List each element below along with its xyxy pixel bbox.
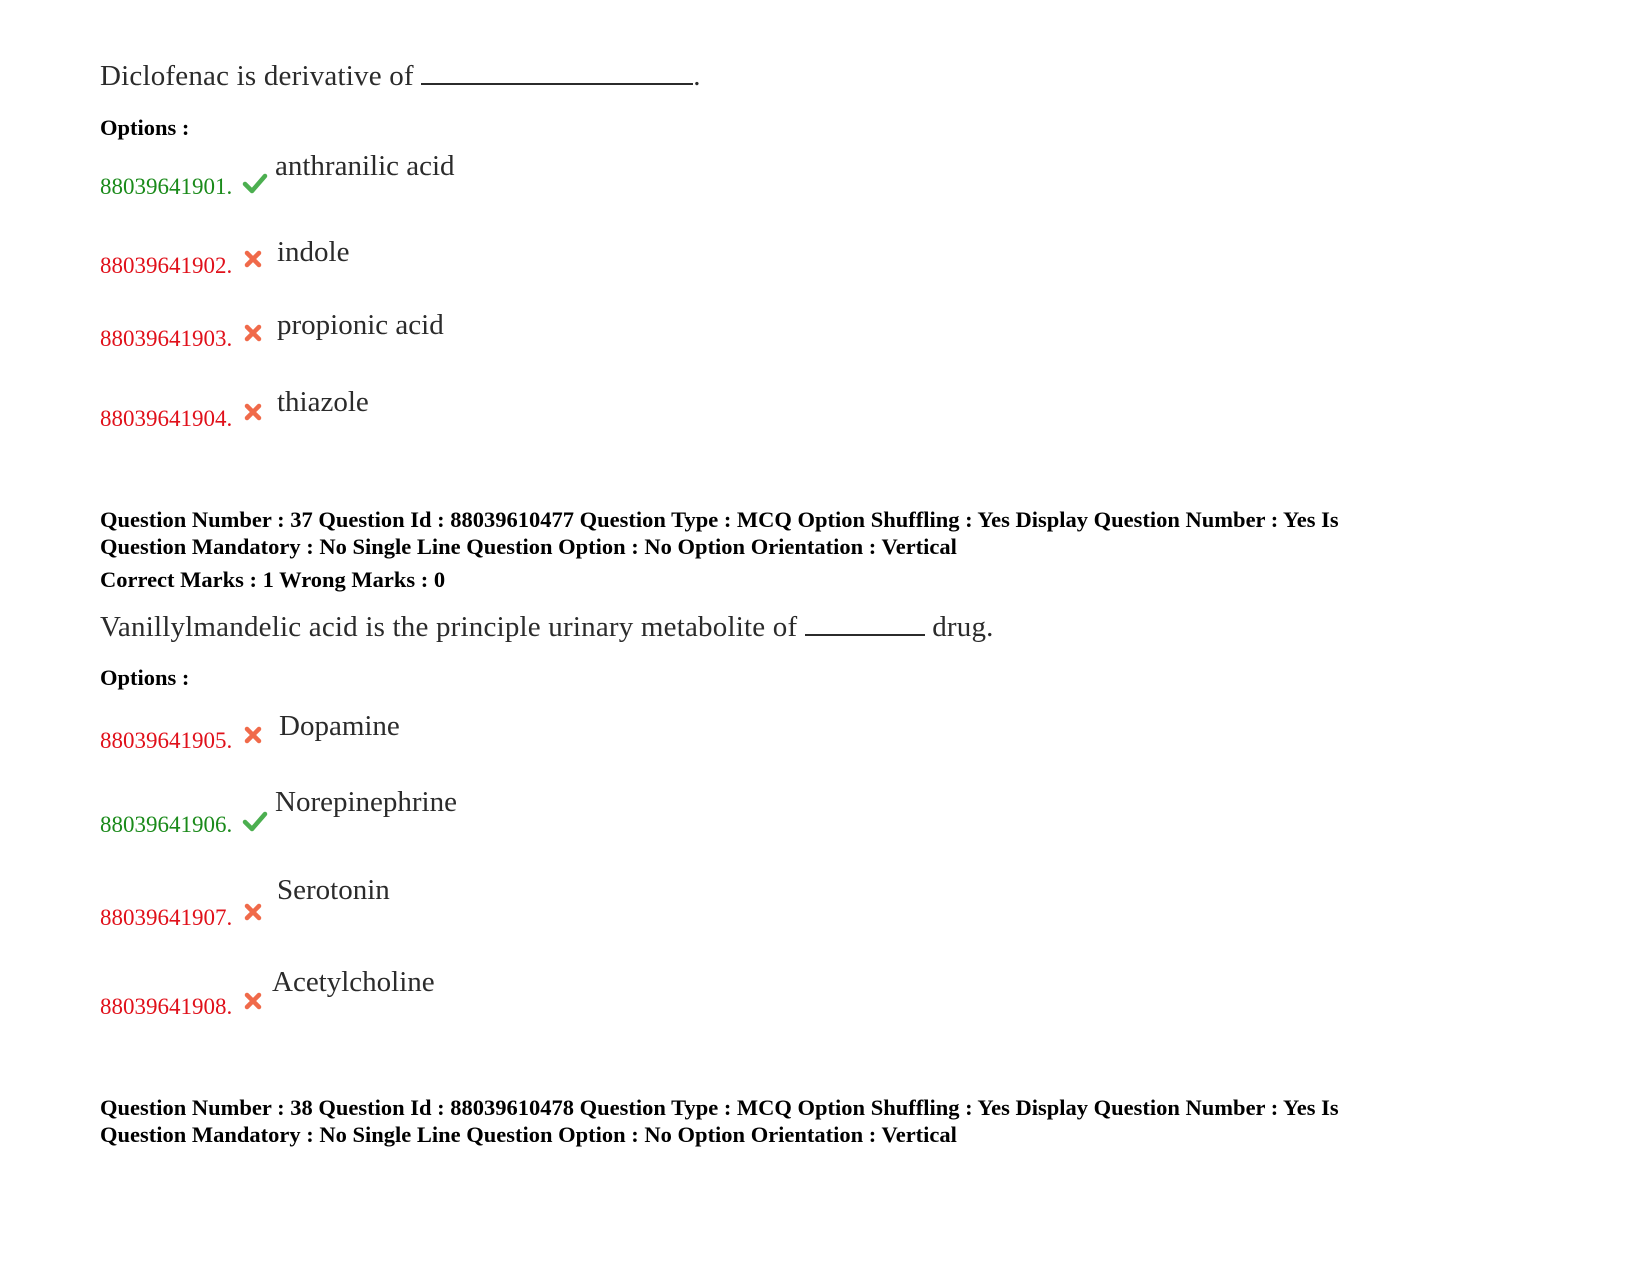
check-icon: [242, 808, 268, 834]
question-37-prompt: [100, 611, 994, 644]
question-prompt-end: drug.: [932, 611, 994, 643]
answer-blank: [421, 61, 693, 85]
option-id: 88039641908.: [100, 994, 233, 1019]
question-36-prompt: [100, 60, 701, 93]
option-id: 88039641906.: [100, 812, 233, 837]
option-id: 88039641903.: [100, 326, 233, 351]
option-id: 88039641901.: [100, 174, 233, 199]
check-icon: [242, 170, 268, 196]
option-text: propionic acid: [277, 309, 444, 341]
cross-icon: [243, 902, 263, 922]
option-text: anthranilic acid: [275, 150, 455, 182]
question-37-marks: Correct Marks : 1 Wrong Marks : 0: [100, 567, 446, 592]
option-text: Acetylcholine: [272, 966, 435, 998]
question-37-meta-line2: Question Mandatory : No Single Line Question Option : No Option Orientation : Vertical: [100, 534, 957, 559]
cross-icon: [243, 249, 263, 269]
question-38-meta-line1: Question Number : 38 Question Id : 88039610478 Question Type : MCQ Option Shuffling : Yes Display Question Number : Yes Is: [100, 1095, 1339, 1120]
cross-icon: [243, 402, 263, 422]
option-id: 88039641904.: [100, 406, 233, 431]
question-prompt-text: Diclofenac is derivative of: [100, 60, 414, 92]
question-37-meta-line1: Question Number : 37 Question Id : 88039610477 Question Type : MCQ Option Shuffling : Yes Display Question Number : Yes Is: [100, 507, 1339, 532]
option-text: thiazole: [277, 386, 369, 418]
question-prompt-text: Vanillylmandelic acid is the principle urinary metabolite of: [100, 611, 798, 643]
option-text: Norepinephrine: [275, 786, 457, 818]
option-text: Serotonin: [277, 874, 390, 906]
question-prompt-end: .: [693, 60, 701, 92]
cross-icon: [243, 323, 263, 343]
question-38-meta-line2: Question Mandatory : No Single Line Question Option : No Option Orientation : Vertical: [100, 1122, 957, 1147]
options-label: Options :: [100, 115, 190, 140]
options-label: Options :: [100, 665, 190, 690]
answer-blank: [805, 612, 925, 636]
option-id: 88039641907.: [100, 905, 233, 930]
option-id: 88039641905.: [100, 728, 233, 753]
cross-icon: [243, 991, 263, 1011]
option-id: 88039641902.: [100, 253, 233, 278]
option-text: indole: [277, 236, 350, 268]
option-text: Dopamine: [279, 710, 400, 742]
cross-icon: [243, 725, 263, 745]
